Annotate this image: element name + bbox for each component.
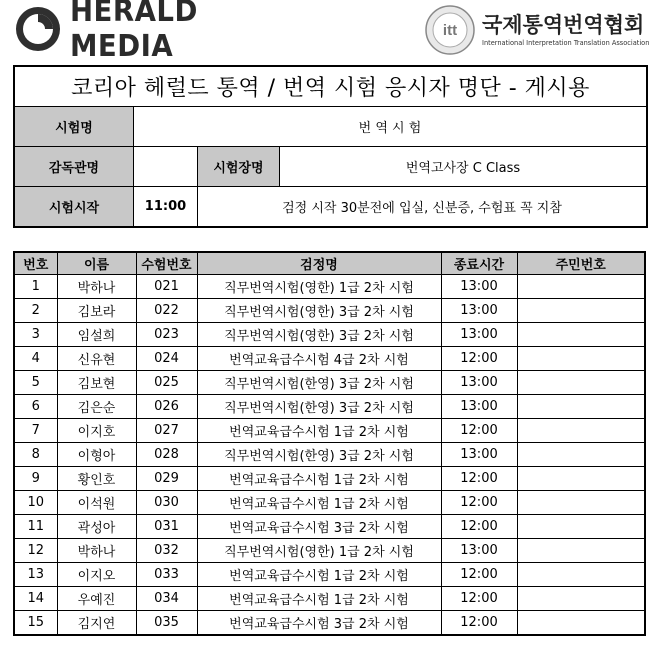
cell-resident-id xyxy=(517,371,645,395)
cell-number: 7 xyxy=(14,419,57,443)
cell-resident-id xyxy=(517,443,645,467)
col-header-end-time: 종료시간 xyxy=(441,252,517,275)
exam-name-row xyxy=(15,107,646,147)
start-time-row xyxy=(15,187,646,226)
cell-name: 김지연 xyxy=(57,611,136,636)
cell-end-time: 12:00 xyxy=(441,611,517,636)
cell-number: 11 xyxy=(14,515,57,539)
cell-name: 이석원 xyxy=(57,491,136,515)
cell-exam-title: 번역교육급수시험 1급 2차 시험 xyxy=(197,419,441,443)
cell-exam-id: 022 xyxy=(136,299,197,323)
cell-end-time: 12:00 xyxy=(441,515,517,539)
cell-name: 김보라 xyxy=(57,299,136,323)
cell-resident-id xyxy=(517,587,645,611)
cell-number: 6 xyxy=(14,395,57,419)
table-header-row xyxy=(14,252,645,275)
cell-exam-title: 번역교육급수시험 1급 2차 시험 xyxy=(197,467,441,491)
cell-exam-title: 직무번역시험(한영) 3급 2차 시험 xyxy=(197,395,441,419)
venue-label: 시험장명 xyxy=(198,147,280,186)
cell-end-time: 13:00 xyxy=(441,443,517,467)
start-time-value: 11:00 xyxy=(134,187,198,226)
cell-end-time: 12:00 xyxy=(441,419,517,443)
table-row xyxy=(14,347,645,371)
cell-exam-id: 023 xyxy=(136,323,197,347)
herald-ring-icon xyxy=(14,5,62,53)
cell-exam-title: 번역교육급수시험 3급 2차 시험 xyxy=(197,515,441,539)
cell-name: 임설희 xyxy=(57,323,136,347)
cell-exam-title: 번역교육급수시험 4급 2차 시험 xyxy=(197,347,441,371)
table-row xyxy=(14,275,645,299)
col-header-exam-id: 수험번호 xyxy=(136,252,197,275)
cell-exam-id: 028 xyxy=(136,443,197,467)
cell-name: 이형아 xyxy=(57,443,136,467)
exam-name-value: 번 역 시 험 xyxy=(358,121,422,136)
table-row xyxy=(14,515,645,539)
cell-exam-title: 직무번역시험(영한) 1급 2차 시험 xyxy=(197,539,441,563)
cell-end-time: 13:00 xyxy=(441,395,517,419)
cell-end-time: 12:00 xyxy=(441,467,517,491)
cell-name: 박하나 xyxy=(57,539,136,563)
table-row xyxy=(14,419,645,443)
herald-media-logo xyxy=(14,0,294,64)
col-header-number: 번호 xyxy=(14,252,57,275)
cell-number: 13 xyxy=(14,563,57,587)
cell-end-time: 13:00 xyxy=(441,275,517,299)
cell-exam-title: 번역교육급수시험 1급 2차 시험 xyxy=(197,563,441,587)
table-row xyxy=(14,539,645,563)
cell-exam-title: 직무번역시험(한영) 3급 2차 시험 xyxy=(197,443,441,467)
table-body xyxy=(14,275,645,636)
exam-info-box xyxy=(13,65,648,228)
cell-name: 김은순 xyxy=(57,395,136,419)
cell-exam-id: 024 xyxy=(136,347,197,371)
entry-notice: 검정 시작 30분전에 입실, 신분증, 수험표 꼭 지참 xyxy=(282,201,562,216)
supervisor-label: 감독관명 xyxy=(15,147,134,186)
cell-resident-id xyxy=(517,611,645,636)
supervisor-value xyxy=(134,147,198,186)
page-title: 코리아 헤럴드 통역 / 번역 시험 응시자 명단 - 게시용 xyxy=(15,67,646,107)
table-row xyxy=(14,611,645,636)
cell-resident-id xyxy=(517,299,645,323)
venue-value: 번역고사장 C Class xyxy=(405,161,521,176)
cell-exam-id: 034 xyxy=(136,587,197,611)
cell-resident-id xyxy=(517,467,645,491)
cell-number: 12 xyxy=(14,539,57,563)
table-row xyxy=(14,563,645,587)
cell-resident-id xyxy=(517,491,645,515)
col-header-name: 이름 xyxy=(57,252,136,275)
cell-end-time: 12:00 xyxy=(441,563,517,587)
cell-end-time: 12:00 xyxy=(441,347,517,371)
cell-resident-id xyxy=(517,323,645,347)
cell-exam-id: 025 xyxy=(136,371,197,395)
cell-end-time: 13:00 xyxy=(441,299,517,323)
col-header-resident-id: 주민번호 xyxy=(517,252,645,275)
herald-brand-text: HERALD MEDIA xyxy=(70,0,198,64)
cell-exam-title: 번역교육급수시험 1급 2차 시험 xyxy=(197,491,441,515)
exam-name-label: 시험명 xyxy=(15,107,134,146)
cell-name: 박하나 xyxy=(57,275,136,299)
cell-exam-title: 직무번역시험(한영) 3급 2차 시험 xyxy=(197,371,441,395)
cell-number: 1 xyxy=(14,275,57,299)
cell-resident-id xyxy=(517,419,645,443)
table-row xyxy=(14,371,645,395)
supervisor-row xyxy=(15,147,646,187)
cell-number: 9 xyxy=(14,467,57,491)
cell-number: 10 xyxy=(14,491,57,515)
table-row xyxy=(14,467,645,491)
cell-name: 황인호 xyxy=(57,467,136,491)
table-row xyxy=(14,395,645,419)
cell-resident-id xyxy=(517,563,645,587)
cell-name: 우예진 xyxy=(57,587,136,611)
cell-number: 3 xyxy=(14,323,57,347)
itt-seal-icon xyxy=(424,4,476,56)
cell-name: 김보현 xyxy=(57,371,136,395)
cell-name: 신유현 xyxy=(57,347,136,371)
table-row xyxy=(14,443,645,467)
cell-name: 곽성아 xyxy=(57,515,136,539)
cell-exam-id: 033 xyxy=(136,563,197,587)
cell-exam-id: 031 xyxy=(136,515,197,539)
association-name-kr: 국제통역번역협회 xyxy=(482,12,645,37)
cell-exam-id: 030 xyxy=(136,491,197,515)
cell-resident-id xyxy=(517,539,645,563)
cell-name: 이지호 xyxy=(57,419,136,443)
table-row xyxy=(14,587,645,611)
cell-name: 이지오 xyxy=(57,563,136,587)
cell-end-time: 13:00 xyxy=(441,323,517,347)
table-row xyxy=(14,491,645,515)
cell-number: 14 xyxy=(14,587,57,611)
cell-exam-id: 026 xyxy=(136,395,197,419)
cell-exam-title: 번역교육급수시험 1급 2차 시험 xyxy=(197,587,441,611)
svg-text:itt: itt xyxy=(442,22,458,39)
cell-exam-title: 직무번역시험(영한) 3급 2차 시험 xyxy=(197,323,441,347)
cell-exam-id: 027 xyxy=(136,419,197,443)
cell-exam-id: 032 xyxy=(136,539,197,563)
start-time-label: 시험시작 xyxy=(15,187,134,226)
candidate-table xyxy=(13,251,646,636)
cell-number: 2 xyxy=(14,299,57,323)
cell-resident-id xyxy=(517,275,645,299)
cell-end-time: 12:00 xyxy=(441,491,517,515)
cell-resident-id xyxy=(517,347,645,371)
cell-resident-id xyxy=(517,395,645,419)
cell-number: 8 xyxy=(14,443,57,467)
cell-number: 15 xyxy=(14,611,57,636)
table-row xyxy=(14,299,645,323)
cell-number: 5 xyxy=(14,371,57,395)
col-header-exam-title: 검정명 xyxy=(197,252,441,275)
cell-resident-id xyxy=(517,515,645,539)
cell-end-time: 12:00 xyxy=(441,587,517,611)
cell-exam-title: 직무번역시험(영한) 3급 2차 시험 xyxy=(197,299,441,323)
cell-exam-title: 직무번역시험(영한) 1급 2차 시험 xyxy=(197,275,441,299)
cell-end-time: 13:00 xyxy=(441,539,517,563)
cell-number: 4 xyxy=(14,347,57,371)
cell-exam-title: 번역교육급수시험 3급 2차 시험 xyxy=(197,611,441,636)
cell-exam-id: 035 xyxy=(136,611,197,636)
cell-end-time: 13:00 xyxy=(441,371,517,395)
association-name-en: International Interpretation Translation Association xyxy=(482,38,650,47)
cell-exam-id: 021 xyxy=(136,275,197,299)
table-row xyxy=(14,323,645,347)
itt-association-logo xyxy=(424,2,660,58)
cell-exam-id: 029 xyxy=(136,467,197,491)
